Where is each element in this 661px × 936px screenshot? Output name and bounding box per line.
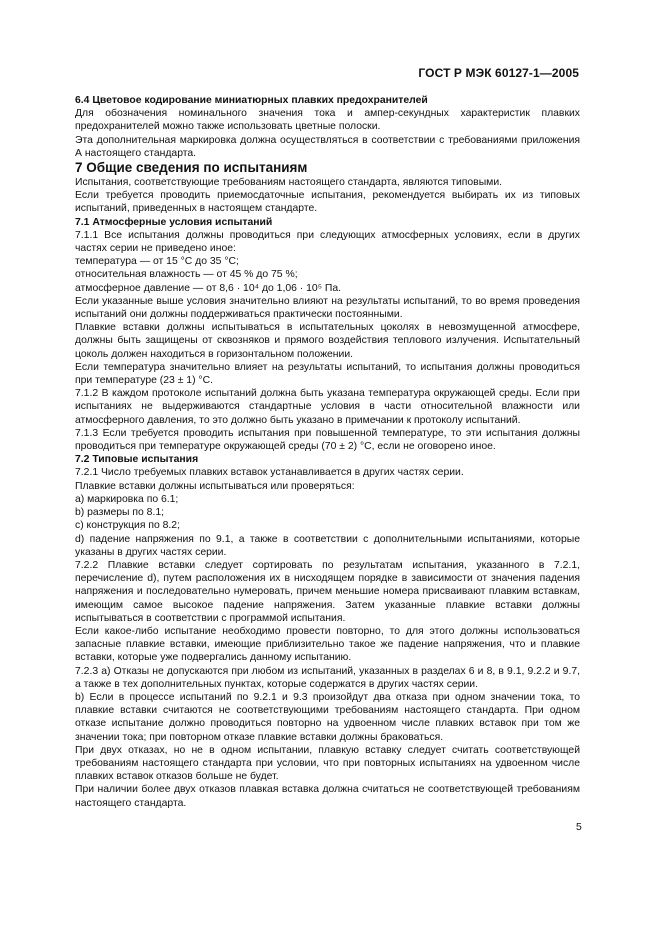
paragraph: Если указанные выше условия значительно влияют на результаты испытаний, то во время проведения испытаний они должны поддерживаться практически постоянными. — [75, 295, 580, 321]
list-item: a) маркировка по 6.1; — [75, 493, 179, 505]
paragraph: Испытания, соответствующие требованиям настоящего стандарта, являются типовыми. — [75, 177, 503, 189]
paragraph: Для обозначения номинального значения тока и ампер-секундных характеристик плавких предохранителей можно также использовать цветные полоски. — [75, 108, 580, 133]
list-item: c) конструкция по 8.2; — [75, 520, 180, 532]
paragraph: При двух отказах, но не в одном испытании, плавкую вставку следует считать соответствующей требованиям настоящего стандарта при условии, что при повторных испытаниях на удвоенном числе плавких вставок отказов больше не будет. — [75, 744, 580, 783]
paragraph: Если какое-либо испытание необходимо провести повторно, то для этого должны использоваться запасные плавкие вставки, имеющие приблизительно такое же падение напряжения, что и плавкие вставки, которые уже подвергались данному испытанию. — [75, 625, 580, 664]
paragraph: Плавкие вставки должны испытываться или проверяться: — [75, 480, 355, 492]
paragraph: 7.1.2 В каждом протоколе испытаний должна быть указана температура окружающей среды. Если при испытаниях не выдерживаются стандартные условия в части относительной влажности или атмосферного давления, то это должно быть указано в примечании к протоколу испытаний. — [75, 388, 580, 426]
section-7-2-title: 7.2 Типовые испытания — [75, 454, 199, 466]
paragraph: Эта дополнительная маркировка должна осуществляться в соответствии с требованиями приложения А настоящего стандарта. — [75, 134, 580, 159]
paragraph: 7.1.3 Если требуется проводить испытания при повышенной температуре, то эти испытания должны проводиться при температуре окружающей среды (70 ± 2) °С, если не оговорено иное. — [75, 427, 580, 453]
paragraph: 7.2.3 a) Отказы не допускаются при любом из испытаний, указанных в разделах 6 и 8, в 9.1, 9.2.2 и 9.7, а также в тех дополнительных пунктах, которые содержатся в других частях серии. — [75, 665, 580, 690]
paragraph: Плавкие вставки должны испытываться в испытательных цоколях в невозмущенной атмосфере, должны быть защищены от сквозняков и прямого воздействия теплового излучения. Испытательный цоколь должен находиться в горизонтальном положении. — [75, 322, 580, 360]
list-item: b) размеры по 8.1; — [75, 507, 165, 519]
paragraph: 7.2.1 Число требуемых плавких вставок устанавливается в других частях серии. — [75, 467, 464, 479]
page-content — [75, 94, 580, 810]
condition-temperature: температура — от 15 °С до 35 °С; — [75, 256, 239, 268]
page-number: 5 — [576, 822, 582, 833]
section-7-1-title: 7.1 Атмосферные условия испытаний — [75, 216, 273, 228]
paragraph: Если требуется проводить приемосдаточные испытания, рекомендуется выбирать их из типовых испытаний, приведенных в настоящем стандарте. — [75, 190, 580, 215]
paragraph: b) Если в процессе испытаний по 9.2.1 и 9.3 произойдут два отказа при одном значении тока, то плавкие вставки считаются не соответствующими требованиям настоящего стандарта. При одном отказе испытание должно проводиться повторно на удвоенном числе плавких вставок при том же значении тока; при повторном отказе плавкие вставки должны браковаться. — [75, 691, 580, 743]
paragraph: 7.1.1 Все испытания должны проводиться при следующих атмосферных условиях, если в других частях серии не приведено иное: — [75, 229, 580, 255]
paragraph: 7.2.2 Плавкие вставки следует сортировать по результатам испытания, указанного в 7.2.1, перечисление d), путем расположения их в нисходящем порядке в зависимости от значения падения напряжения и последовательно нумеровать, причем меньшие номера присваивают плавким вставкам, имеющим самое высокое падение напряжения. Затем указанные плавкие вставки должны испытываться в соответствии с программой испытания. — [75, 559, 580, 624]
standard-header: ГОСТ Р МЭК 60127-1—2005 — [418, 66, 579, 80]
section-6-4-title: 6.4 Цветовое кодирование миниатюрных плавких предохранителей — [75, 95, 428, 106]
condition-pressure: атмосферное давление — от 8,6 · 10⁴ до 1,06 · 10⁵ Па. — [75, 282, 342, 294]
paragraph: При наличии более двух отказов плавкая вставка должна считаться не соответствующей требованиям настоящего стандарта. — [75, 784, 580, 809]
condition-humidity: относительная влажность — от 45 % до 75 %; — [75, 269, 298, 281]
list-item: d) падение напряжения по 9.1, а также в соответствии с дополнительными испытаниями, которые указаны в других частях серии. — [75, 533, 580, 558]
paragraph: Если температура значительно влияет на результаты испытаний, то испытания должны проводиться при температуре (23 ± 1) °С. — [75, 361, 580, 387]
section-7-title: 7 Общие сведения по испытаниям — [75, 160, 308, 176]
